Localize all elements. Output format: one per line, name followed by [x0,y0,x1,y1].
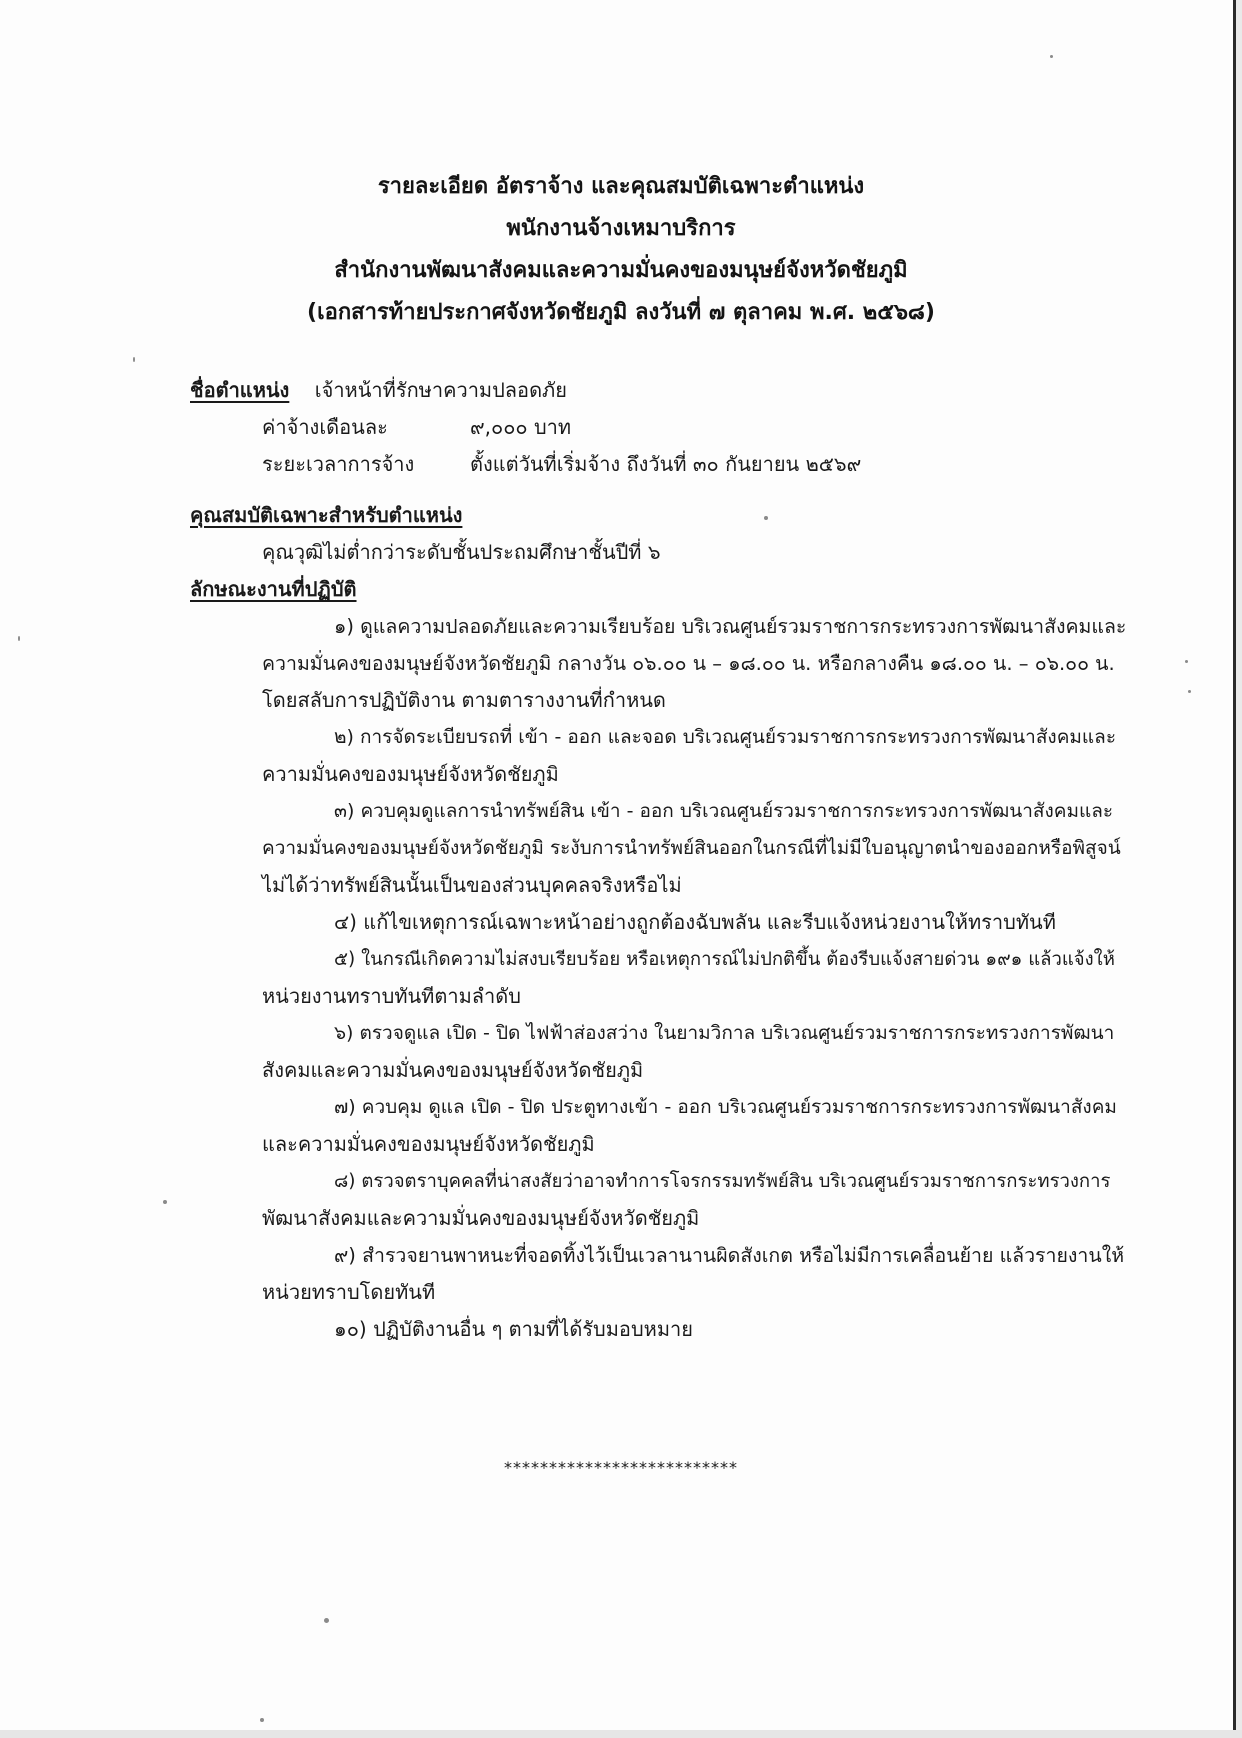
duty-item-9 [190,1237,1130,1311]
duty-line: ความมั่นคงของมนุษย์จังหวัดชัยภูมิ กลางวัน ๐๖.๐๐ น – ๑๘.๐๐ น. หรือกลางคืน ๑๘.๐๐ น. – ๐๖.๐๐ น. [262,652,1115,675]
duty-line: ๘) ตรวจตราบุคคลที่น่าสงสัยว่าอาจทำการโจรกรรมทรัพย์สิน บริเวณศูนย์รวมราชการกระทรวงการ [334,1171,1111,1192]
duty-item-2 [190,719,1130,793]
duty-line: และความมั่นคงของมนุษย์จังหวัดชัยภูมิ [262,1132,595,1156]
qualifications-heading: คุณสมบัติเฉพาะสำหรับตำแหน่ง [190,503,463,527]
duty-line: หน่วยทราบโดยทันที [262,1280,436,1304]
qualifications-text: คุณวุฒิไม่ต่ำกว่าระดับชั้นประถมศึกษาชั้นปีที่ ๖ [262,540,661,564]
duty-line: ๒) การจัดระเบียบรถที่ เข้า - ออก และจอด บริเวณศูนย์รวมราชการกระทรวงการพัฒนาสังคมและ [334,726,1117,748]
document-body [190,372,1130,1348]
scan-bottom-edge [0,1730,1242,1738]
duty-item-10 [190,1311,1130,1348]
duty-line: ๑๐) ปฏิบัติงานอื่น ๆ ตามที่ได้รับมอบหมาย [334,1317,693,1341]
duties-heading-row [190,571,1130,608]
duty-item-4 [190,904,1130,941]
scan-speck [1185,660,1188,663]
end-of-document-stars: ************************** [504,1458,738,1477]
duty-item-1 [190,608,1130,719]
duty-line: ไม่ได้ว่าทรัพย์สินนั้นเป็นของส่วนบุคคลจริงหรือไม่ [262,873,682,897]
duty-line: ๖) ตรวจดูแล เปิด - ปิด ไฟฟ้าส่องสว่าง ในยามวิกาล บริเวณศูนย์รวมราชการกระทรวงการพัฒนา [334,1022,1115,1044]
period-value: ตั้งแต่วันที่เริ่มจ้าง ถึงวันที่ ๓๐ กันยายน ๒๕๖๙ [470,452,862,476]
scan-speck [163,1200,167,1204]
qualifications-heading-row [190,497,1130,534]
scan-speck [1188,690,1191,693]
duty-item-3 [190,793,1130,904]
period-row [190,446,1130,483]
salary-value: ๙,๐๐๐ บาท [470,415,572,439]
scan-speck [18,636,20,641]
duty-item-8 [190,1163,1130,1237]
position-label: ชื่อตำแหน่ง [190,378,290,402]
period-label: ระยะเวลาการจ้าง [262,452,415,476]
duty-line: ความมั่นคงของมนุษย์จังหวัดชัยภูมิ [262,762,559,786]
duty-line: ๔) แก้ไขเหตุการณ์เฉพาะหน้าอย่างถูกต้องฉับพลัน และรีบแจ้งหน่วยงานให้ทราบทันที [334,910,1056,934]
scan-speck [133,357,135,362]
duty-line: โดยสลับการปฏิบัติงาน ตามตารางงานที่กำหนด [262,688,666,712]
position-row [190,372,1130,409]
duty-item-7 [190,1089,1130,1163]
header-title: รายละเอียด อัตราจ้าง และคุณสมบัติเฉพาะตำแหน่ง [377,174,865,199]
duty-line: ความมั่นคงของมนุษย์จังหวัดชัยภูมิ ระงับการนำทรัพย์สินออกในกรณีที่ไม่มีใบอนุญาตนำของออกหรือพิสูจน์ [262,837,1121,859]
duty-line: ๕) ในกรณีเกิดความไม่สงบเรียบร้อย หรือเหตุการณ์ไม่ปกติขึ้น ต้องรีบแจ้งสายด่วน ๑๙๑ แล้วแจ้งให้ [334,949,1115,970]
duty-line: สังคมและความมั่นคงของมนุษย์จังหวัดชัยภูมิ [262,1058,644,1082]
header-employment-type: พนักงานจ้างเหมาบริการ [506,216,736,241]
scan-speck [260,1718,264,1722]
salary-label: ค่าจ้างเดือนละ [262,415,388,439]
document-header [0,166,1242,334]
duties-heading: ลักษณะงานที่ปฏิบัติ [190,577,357,601]
duty-item-6 [190,1015,1130,1089]
header-agency: สำนักงานพัฒนาสังคมและความมั่นคงของมนุษย์จังหวัดชัยภูมิ [334,258,908,283]
scan-speck [324,1618,329,1623]
position-value: เจ้าหน้าที่รักษาความปลอดภัย [314,378,567,402]
duty-line: ๓) ควบคุมดูแลการนำทรัพย์สิน เข้า - ออก บริเวณศูนย์รวมราชการกระทรวงการพัฒนาสังคมและ [334,800,1114,822]
duty-line: ๙) สำรวจยานพาหนะที่จอดทิ้งไว้เป็นเวลานานผิดสังเกต หรือไม่มีการเคลื่อนย้าย แล้วรายงานให้ [334,1244,1125,1267]
scan-speck [1050,55,1053,58]
duty-line: หน่วยงานทราบทันทีตามลำดับ [262,984,521,1008]
duty-line: ๗) ควบคุม ดูแล เปิด - ปิด ประตูทางเข้า - ออก บริเวณศูนย์รวมราชการกระทรวงการพัฒนาสังคม [334,1096,1117,1118]
duty-line: ๑) ดูแลความปลอดภัยและความเรียบร้อย บริเวณศูนย์รวมราชการกระทรวงการพัฒนาสังคมและ [334,615,1127,638]
duty-item-5 [190,941,1130,1015]
duty-line: พัฒนาสังคมและความมั่นคงของมนุษย์จังหวัดชัยภูมิ [262,1206,700,1230]
header-reference: (เอกสารท้ายประกาศจังหวัดชัยภูมิ ลงวันที่ ๗ ตุลาคม พ.ศ. ๒๕๖๘) [307,300,935,325]
salary-row [190,409,1130,446]
